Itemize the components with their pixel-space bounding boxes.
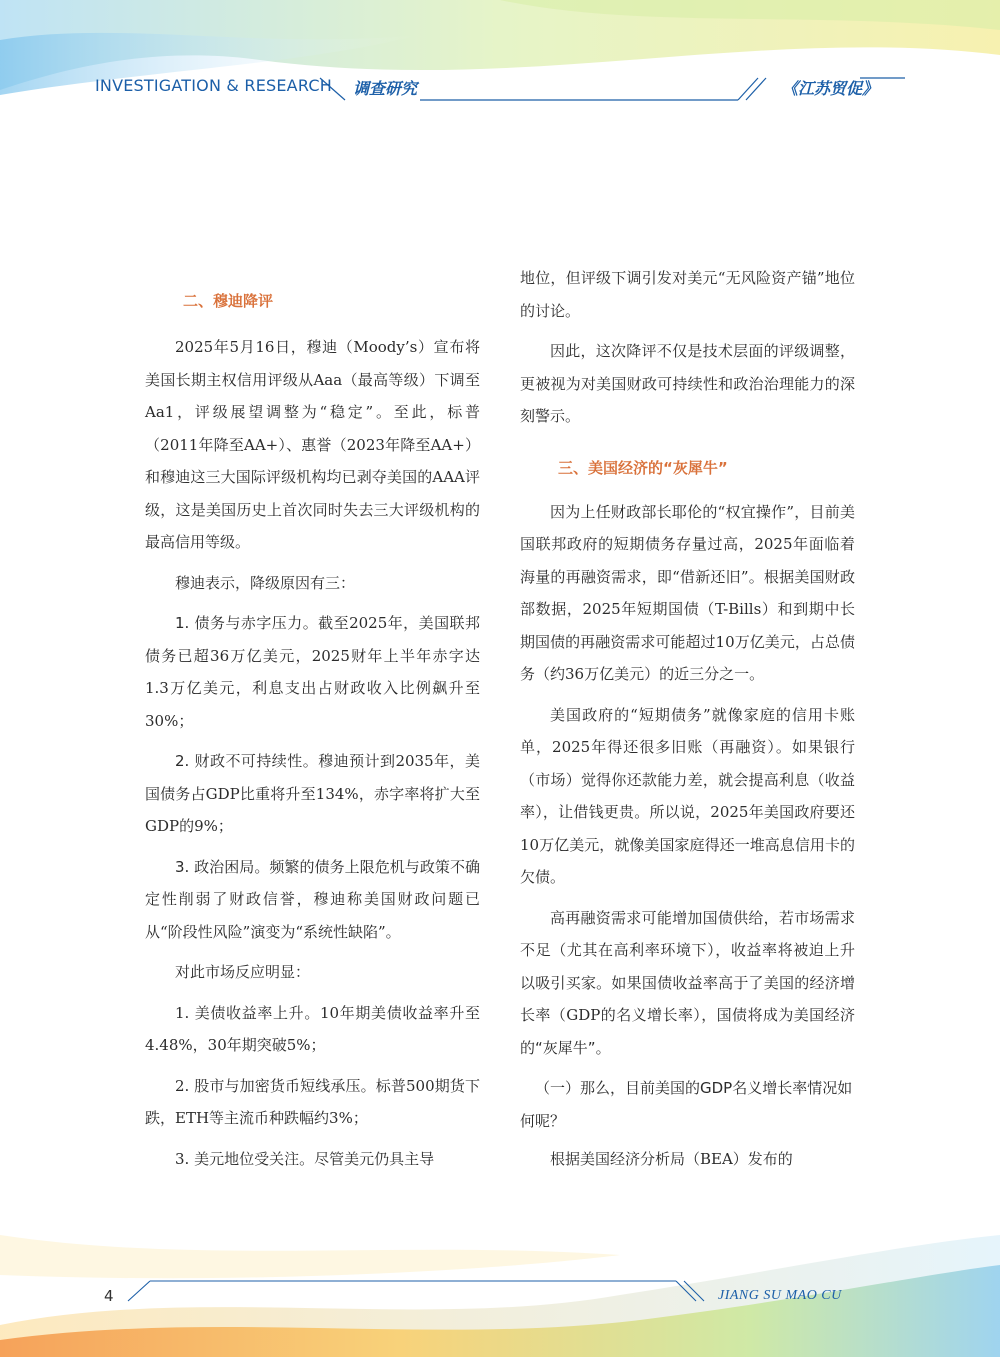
section-title-cn: 调查研究 [353,79,418,98]
paragraph-end: 。 [595,1038,611,1057]
magazine-title: 《江苏贸促》 [782,79,879,98]
list-item: 1. 美债收益率上升。10年期美债收益率升至4.48%，30年期突破5%； [145,1003,480,1054]
paragraph [520,902,855,1065]
paragraph: 2025年5月16日，穆迪（Moody’s）宣布将美国长期主权信用评级从Aaa（最高等级）下调至Aa1，评级展望调整为“稳定”。至此，标普（2011年降至AA+）、惠誉（2023年降至AA+）和穆迪这三大国际评级机构均已剥夺美国的AAA评级，这是美国历史上首次同时失去三大评级机构的最高信用等级。 [145,338,480,551]
subsection-heading: （一）那么，目前美国的GDP名义增长率情况如何呢？ [520,1079,853,1130]
grey-rhino-term: “灰犀牛” [535,1038,596,1057]
top-decorative-wave [0,0,1000,130]
list-item: 3. 美元地位受关注。尽管美元仍具主导 [175,1149,435,1168]
list-item [145,745,480,843]
paragraph: 美国政府的“短期债务”就像家庭的信用卡账单，2025年得还很多旧账（再融资）。如果银行（市场）觉得你还款能力差，就会提高利息（收益率），让借钱更贵。所以说，2025年美国政府要还10万亿美元，就像美国家庭得还一堆高息信用卡的欠债。 [520,705,855,886]
left-column [145,262,480,1183]
paragraph: 根据美国经济分析局（BEA）发布的 [550,1150,793,1168]
list-item-text: 截至2025年，美国联邦债务已超36万亿美元，2025财年上半年赤字达1.3万亿美元，利息支出占财政收入比例飙升至30%； [145,614,480,730]
list-item-lead: 3. 政治困局。 [175,857,270,876]
paragraph: 对此市场反应明显： [175,963,311,981]
list-item-text: 频繁的债务上限危机与政策不确定性削弱了财政信誉，穆迪称美国财政问题已从“阶段性风险”演变为“系统性缺陷”。 [145,857,480,941]
paragraph: 因此，这次降评不仅是技术层面的评级调整，更被视为对美国财政可持续性和政治治理能力的深刻警示。 [520,342,855,425]
list-item-lead: 2. 财政不可持续性。 [175,752,319,770]
list-item [145,607,480,737]
paragraph: 穆迪表示，降级原因有三： [175,573,356,592]
footer-rule [0,1275,1000,1315]
page-number: 4 [104,1287,114,1305]
paragraph: 因为上任财政部长耶伦的“权宜操作”，目前美国联邦政府的短期债务存量过高，2025年面临着海量的再融资需求，即“借新还旧”。根据美国财政部数据，2025年短期国债（T-Bills）和到期中长期国债的再融资需求可能超过10万亿美元，占总债务（约36万亿美元）的近三分之一。 [520,502,855,683]
right-column [520,262,855,1184]
section-heading-moody: 二、穆迪降评 [183,292,274,310]
paragraph: 地位，但评级下调引发对美元“无风险资产锚”地位的讨论。 [520,269,855,320]
section-heading-grey-rhino: 三、美国经济的“灰犀牛” [558,458,728,477]
list-item-text: 穆迪预计到2035年，美国债务占GDP比重将升至134%，赤字率将扩大至GDP的9%； [145,752,480,835]
list-item: 2. 股市与加密货币短线承压。标普500期货下跌，ETH等主流币种跌幅约3%； [145,1076,480,1127]
list-item [145,851,480,949]
magazine-name-en: JIANG SU MAO CU [718,1288,842,1303]
paragraph-text: 高再融资需求可能增加国债供给，若市场需求不足（尤其在高利率环境下），收益率将被迫上升以吸引买家。如果国债收益率高于了美国的经济增长率（GDP的名义增长率），国债将成为美国经济的 [520,908,855,1057]
list-item-lead: 1. 债务与赤字压力。 [175,614,319,632]
section-title-en: INVESTIGATION & RESEARCH [95,76,332,95]
